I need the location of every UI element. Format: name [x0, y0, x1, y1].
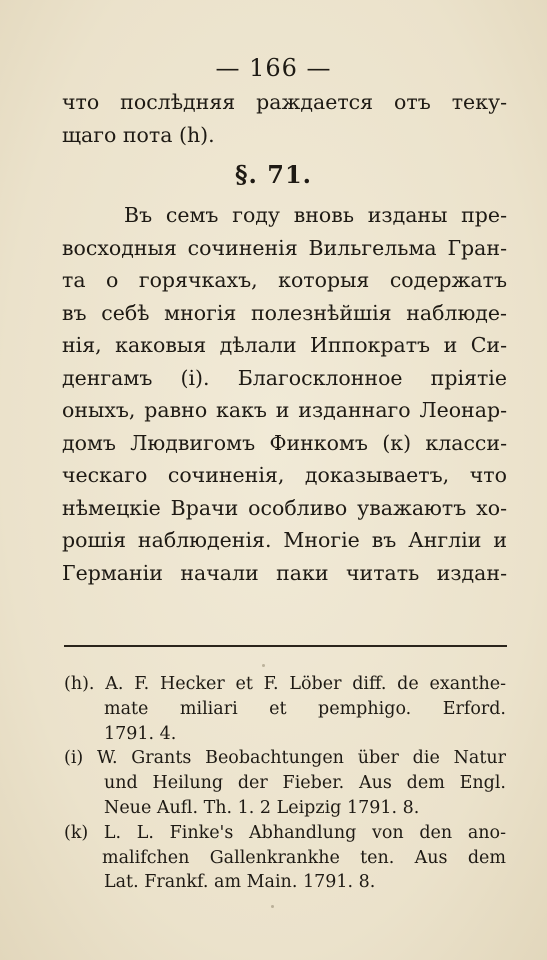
text-line: денгамъ (i). Благосклонное пріятіе	[62, 365, 507, 390]
footnote-h-line: 1791. 4.	[104, 723, 177, 744]
text-line: домъ Людвигомъ Финкомъ (к) класси-	[62, 430, 507, 455]
paper-speck	[271, 905, 274, 908]
text-line: Германіи начали паки читать издан-	[62, 560, 507, 585]
footnote-k-line: Lat. Frankf. am Main. 1791. 8.	[104, 872, 376, 893]
text-line: восходныя сочиненія Вильгельма Гран-	[62, 235, 507, 260]
text-line: нѣмецкіе Врачи особливо уважаютъ хо-	[62, 495, 507, 520]
text-line: нія, каковыя дѣлали Иппократъ и Си-	[62, 333, 507, 357]
footnote-i-line: Neue Aufl. Th. 1. 2 Leipzig 1791. 8.	[104, 797, 420, 818]
footnote-h-line: (h). A. F. Hecker et F. Löber diff. de exanthe-	[64, 674, 506, 694]
footnote-k-line: malifchen Gallenkrankhe ten. Aus dem	[102, 847, 506, 868]
text-line: оныхъ, равно какъ и изданнаго Леонар-	[62, 398, 507, 422]
continued-paragraph	[62, 86, 507, 151]
footnotes	[64, 672, 506, 895]
section-heading: §. 71.	[234, 160, 312, 189]
text-line: ческаго сочиненія, доказываетъ, что	[62, 463, 507, 487]
text-line: что послѣдняя раждается отъ теку-	[62, 90, 507, 114]
footnote-divider	[64, 645, 507, 647]
footnote-k-line: (k) L. L. Finke's Abhandlung von den ano-	[64, 822, 506, 843]
paper-speck	[262, 664, 265, 667]
text-line: въ себѣ многія полезнѣйшія наблюде-	[62, 300, 507, 325]
footnote-i-line: (i) W. Grants Beobachtungen über die Natur	[64, 748, 506, 769]
footnote-i-line: und Heilung der Fieber. Aus dem Engl.	[104, 773, 506, 794]
main-paragraph	[62, 199, 507, 589]
text-line: рошія наблюденія. Многіе въ Англіи и	[62, 528, 507, 552]
text-line: щаго пота (h).	[62, 122, 215, 147]
text-line: та о горячкахъ, которыя содержатъ	[62, 268, 507, 292]
text-line: Въ семъ году вновь изданы пре-	[124, 203, 507, 227]
page-number-header: — 166 —	[215, 54, 332, 82]
footnote-h-line: mate miliari et pemphigo. Erford.	[104, 698, 506, 719]
